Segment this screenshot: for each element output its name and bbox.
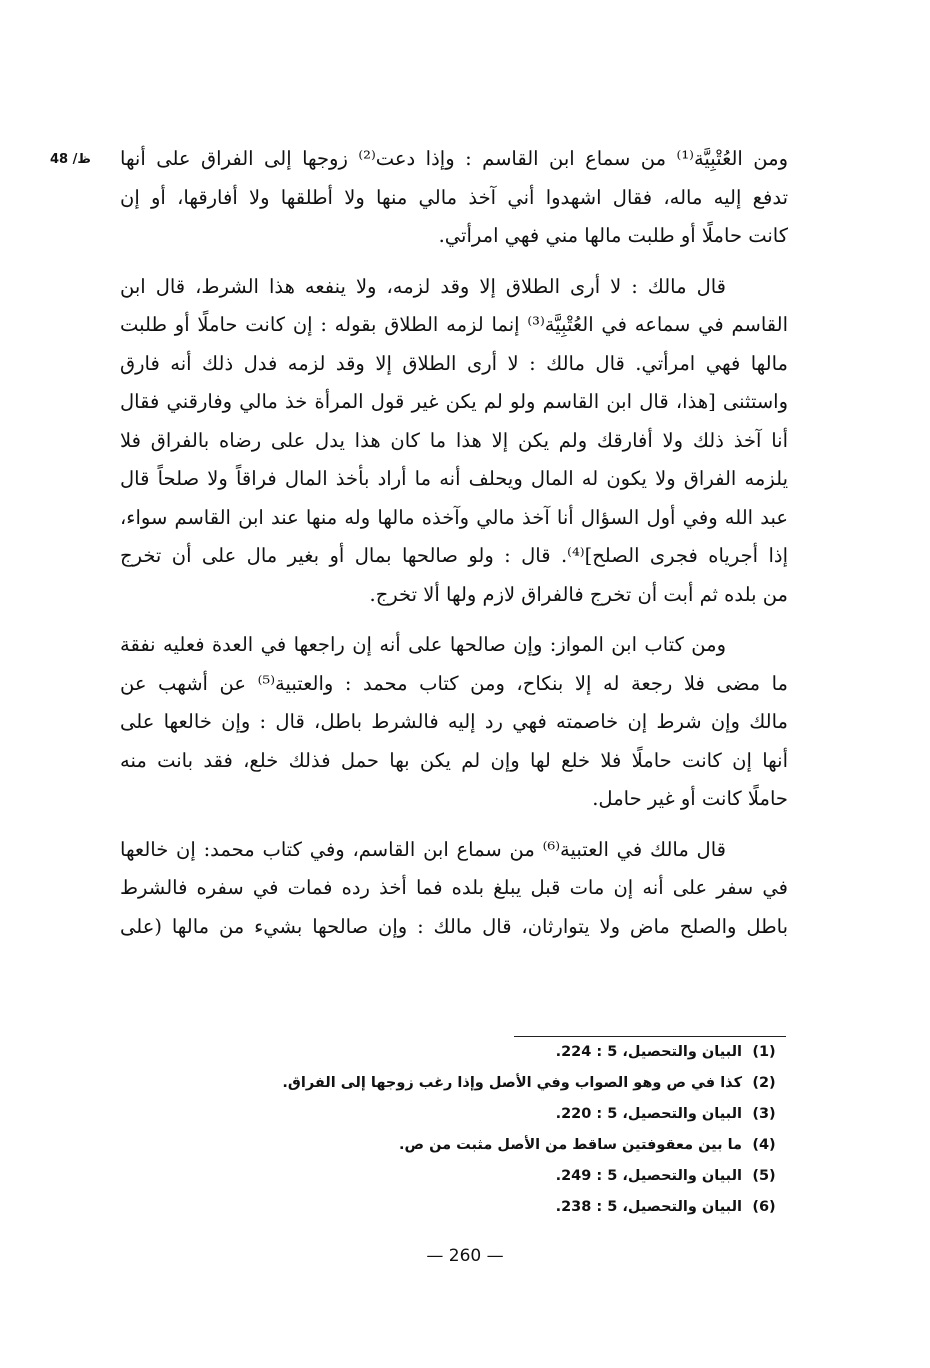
footnote-number: (6) [752, 1199, 776, 1215]
text-line: ما مضى فلا رجعة له إلا بنكاح، ومن كتاب محمد : والعتبية⁽⁵⁾ عن أشهب عن [120, 671, 788, 695]
page-number: — 260 — [426, 1246, 504, 1266]
footnote-number: (3) [752, 1106, 776, 1122]
footnotes [120, 1044, 786, 1230]
text-line: أنا آخذ ذلك ولا أفارقك ولم يكن إلا هذا ما كان هذا يدل على رضاه بالفراق فلا [120, 428, 788, 452]
text-line: في سفر على أنه إن مات قبل يبلغ بلده فما أخذ رده فمات في سفره فالشرط [120, 876, 788, 899]
text-line: القاسم في سماعه في العُتْبِيَّة⁽³⁾ إنما لزمه الطلاق بقوله : إن كانت حاملًا أو طلبت [120, 313, 788, 336]
text-line: ومن كتاب ابن المواز: وإن صالحها على أنه إن راجعها في العدة فعليه نفقة [120, 633, 726, 656]
text-line: تدفع إليه ماله، فقال اشهدوا أني آخذ مالي منها ولا أطلقها ولا أفارقها، أو إن [120, 185, 788, 209]
paragraph-2 [120, 268, 788, 615]
text-line: باطل والصلح ماض ولا يتوارثان، قال مالك : وإن صالحها بشيء من مالها (على [120, 914, 788, 938]
text-line: كانت حاملًا أو طلبت مالها مني فهي امرأتي. [438, 224, 788, 247]
footnote-number: (2) [752, 1075, 776, 1091]
text-line: أنها إن كانت حاملًا فلا خلع لها وإن لم يكن بها حمل فذلك خلع، فقد بانت منه [120, 748, 788, 772]
footnote-text: كذا في ص وهو الصواب وفي الأصل وإذا رغب زوجها إلى الفراق. [282, 1075, 742, 1091]
footnote [120, 1137, 786, 1168]
footnote-text: البيان والتحصيل، 5 : 249. [555, 1168, 742, 1184]
text-line: من بلده ثم أبت أن تخرج فالفراق لازم ولها ألا تخرج. [369, 582, 788, 606]
main-text [120, 140, 788, 946]
text-line: حاملًا كانت أو غير حامل. [592, 787, 788, 810]
paragraph-3 [120, 626, 788, 819]
paragraph-1 [120, 140, 788, 256]
footnote [120, 1199, 786, 1230]
text-line: قال مالك : لا أرى الطلاق إلا وقد لزمه، ولا ينفعه هذا الشرط، قال ابن [120, 274, 726, 298]
paragraph-4 [120, 831, 788, 947]
text-line: ومن العُتْبِيَّة⁽¹⁾ من سماع ابن القاسم : وإذا دعت⁽²⁾ زوجها إلى الفراق على أنها [120, 147, 788, 170]
footnote-divider [514, 1036, 786, 1037]
footnote [120, 1075, 786, 1106]
text-line: مالك وإن شرط إن خاصمته فهي رد إليه فالشرط باطل، قال : وإن خالعها على [120, 710, 788, 733]
text-line: عبد الله وفي أول السؤال أنا آخذ مالي وآخذه مالها وله منها عند ابن القاسم سواء، [120, 505, 788, 529]
footnote-text: البيان والتحصيل، 5 : 220. [555, 1106, 742, 1122]
text-line: يلزمه الفراق ولا يكون له المال ويحلف أنه ما أراد بأخذ المال فراقاً ولا صلحاً قال [120, 467, 788, 490]
footnote-text: ما بين معقوفتين ساقط من الأصل مثبت من ص. [399, 1137, 742, 1153]
margin-folio-note: 48 /ظ [50, 152, 91, 167]
footnote-text: البيان والتحصيل، 5 : 238. [555, 1199, 742, 1215]
footnote-text: البيان والتحصيل، 5 : 224. [555, 1044, 742, 1060]
footnote-number: (1) [752, 1044, 776, 1060]
text-line: إذا أجرياه فجرى الصلح]⁽⁴⁾. قال : ولو صالحها بمال أو بغير مال على أن تخرج [120, 544, 788, 567]
footnote [120, 1168, 786, 1199]
text-line: مالها فهي امرأتي. قال مالك : لا أرى الطلاق إلا وقد لزمه فدل ذلك أنه فارق [120, 351, 788, 375]
text-line: واستثنى [هذا، قال ابن القاسم ولو لم يكن غير قول المرأة خذ مالي وفارقني فقال [120, 390, 788, 413]
footnote [120, 1106, 786, 1137]
text-line: قال مالك في العتبية⁽⁶⁾ من سماع ابن القاسم، وفي كتاب محمد: إن خالعها [120, 837, 726, 861]
footnote-number: (5) [752, 1168, 776, 1184]
footnote [120, 1044, 786, 1075]
footnote-number: (4) [752, 1137, 776, 1153]
